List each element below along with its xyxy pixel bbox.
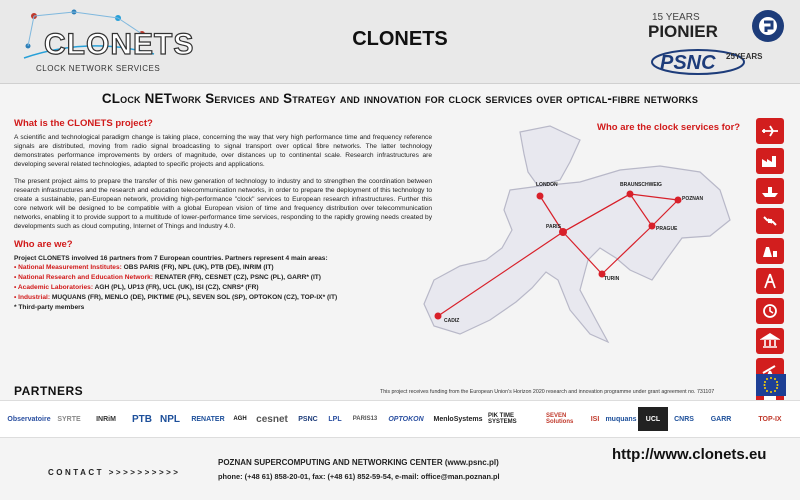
- europe-map: [420, 120, 750, 380]
- airplane-icon: [756, 118, 784, 144]
- project-description: [14, 118, 432, 313]
- partner-logo: LPL: [328, 415, 342, 423]
- partner-logo: PTB: [132, 413, 152, 425]
- power-plant-icon: [756, 238, 784, 264]
- city-label: PRAGUE: [656, 226, 678, 232]
- funding-note: This project receives funding from the European Union's Horizon 2020 research and innovation programme under grant agreement no. 731107: [380, 389, 715, 395]
- partner-logo: ISI: [590, 415, 600, 423]
- partner-logo: RENATER: [191, 415, 225, 423]
- tower-icon: [756, 268, 784, 294]
- partner-logo: GARR: [710, 415, 732, 423]
- logo-text: CLONETS: [44, 28, 195, 61]
- what-paragraph-1: A scientific and technological paradigm change is taking place, concerning the way that very high performance time and frequency reference signals are distributed, moving from radio signal broadcasting to signal transport over optical fibre networks. The latter technology demonstrates performance improvements by orders of magnitude, over distances up to continental scale. Research infrastructures are developing several related technologies, adapted to specific projects and applications.: [14, 134, 432, 168]
- pionier-name: PIONIER: [648, 22, 718, 41]
- partner-logo: PSNC: [298, 415, 318, 423]
- partner-logo: SEVEN Solutions: [546, 413, 574, 425]
- header: [0, 0, 800, 84]
- partner-logo: INRiM: [96, 415, 116, 423]
- city-label: TURIN: [604, 276, 620, 282]
- partner-logo: TOP-IX: [758, 415, 782, 423]
- clock-icon: [756, 298, 784, 324]
- category-item: • Academic Laboratories: AGH (PL), UP13 (FR), UCL (UK), ISI (CZ), CNRS* (FR): [14, 284, 259, 291]
- partner-logo: AGH: [233, 416, 247, 422]
- city-label: POZNAN: [682, 196, 704, 202]
- what-paragraph-2: The present project aims to prepare the transfer of this new generation of technology to industry and to strengthen the coordination between research infrastructures and the research and education telecommunication networks, in order to prepare the deployment of this technology to create a sustainable, pan-European network, providing high-performance "clock" services to European research infrastructures. Further this core network will be designed to be compatible with a global European vision of time and frequency distribution over telecommunication networks, enabling it to provide support to a multitude of lower-performance time services, responding to the rapidly growing needs created by developments such as cloud computing, Internet of Things and Industry 4.0.: [14, 178, 432, 230]
- organization-name: POZNAN SUPERCOMPUTING AND NETWORKING CENTER (www.psnc.pl): [218, 458, 499, 467]
- pionier-years: 15 YEARS: [652, 12, 700, 23]
- services-question: Who are the clock services for?: [597, 122, 741, 133]
- factory-icon: [756, 148, 784, 174]
- who-heading: Who are we?: [14, 239, 73, 250]
- pionier-psnc-logo: [642, 6, 792, 80]
- partner-logo: SYRTE: [57, 415, 81, 423]
- logo-subtitle: CLOCK NETWORK SERVICES: [36, 64, 161, 73]
- psnc-years: 25YEARS: [726, 52, 763, 61]
- psnc-name: PSNC: [660, 52, 716, 74]
- partner-logo: UCL: [638, 407, 668, 431]
- partners-logos: [0, 400, 800, 438]
- pionier-emblem-icon: [750, 8, 786, 44]
- partner-logo: muquans: [605, 415, 637, 423]
- category-item: • National Research and Education Network: RENATER (FR), CESNET (CZ), PSNC (PL), GARR* (IT): [14, 274, 322, 281]
- partner-logo: NPL: [160, 413, 180, 425]
- partner-logo: PARIS13: [352, 416, 378, 422]
- partner-logo: PIK TIME SYSTEMS: [488, 413, 517, 425]
- partners-title: PARTNERS: [14, 384, 84, 398]
- category-item: • Industrial: MUQUANS (FR), MENLO (DE), PIKTIME (PL), SEVEN SOL (SP), OPTOKON (CZ), TOP-IX* (IT): [14, 294, 338, 301]
- satellite-icon: [756, 208, 784, 234]
- city-label: BRAUNSCHWEIG: [620, 182, 662, 188]
- eu-flag-icon: [756, 374, 786, 396]
- partner-logo: Observatoire: [7, 415, 51, 423]
- contact-label: CONTACT >>>>>>>>>>: [48, 468, 181, 477]
- partner-logo: CNRS: [674, 415, 694, 423]
- who-intro: Project CLONETS involved 16 partners from 7 European countries. Partners represent 4 main areas:: [14, 255, 328, 262]
- category-item: • National Measurement Institutes: OBS PARIS (FR), NPL (UK), PTB (DE), INRIM (IT): [14, 264, 274, 271]
- partner-logo: OPTOKON: [388, 415, 424, 423]
- service-icons: [756, 118, 788, 418]
- contact-details: phone: (+48 61) 858-20-01, fax: (+48 61) 852-59-54, e-mail: office@man.poznan.pl: [218, 472, 500, 481]
- what-heading: What is the CLONETS project?: [14, 118, 153, 129]
- city-label: LONDON: [536, 182, 558, 188]
- project-subtitle: CLock NETwork Services and Strategy and innovation for clock services over optical-fibre networks: [101, 91, 699, 106]
- city-label: CADIZ: [444, 318, 460, 324]
- partner-logo: cesnet: [256, 413, 288, 425]
- ship-icon: [756, 178, 784, 204]
- third-party-note: * Third-party members: [14, 304, 85, 311]
- website-link[interactable]: http://www.clonets.eu: [612, 446, 767, 463]
- city-label: PARIS: [546, 224, 561, 230]
- europe-map-graphic: [420, 120, 750, 380]
- partner-logo: MenloSystems: [433, 415, 483, 423]
- page-title: CLONETS: [352, 28, 448, 50]
- bank-icon: [756, 328, 784, 354]
